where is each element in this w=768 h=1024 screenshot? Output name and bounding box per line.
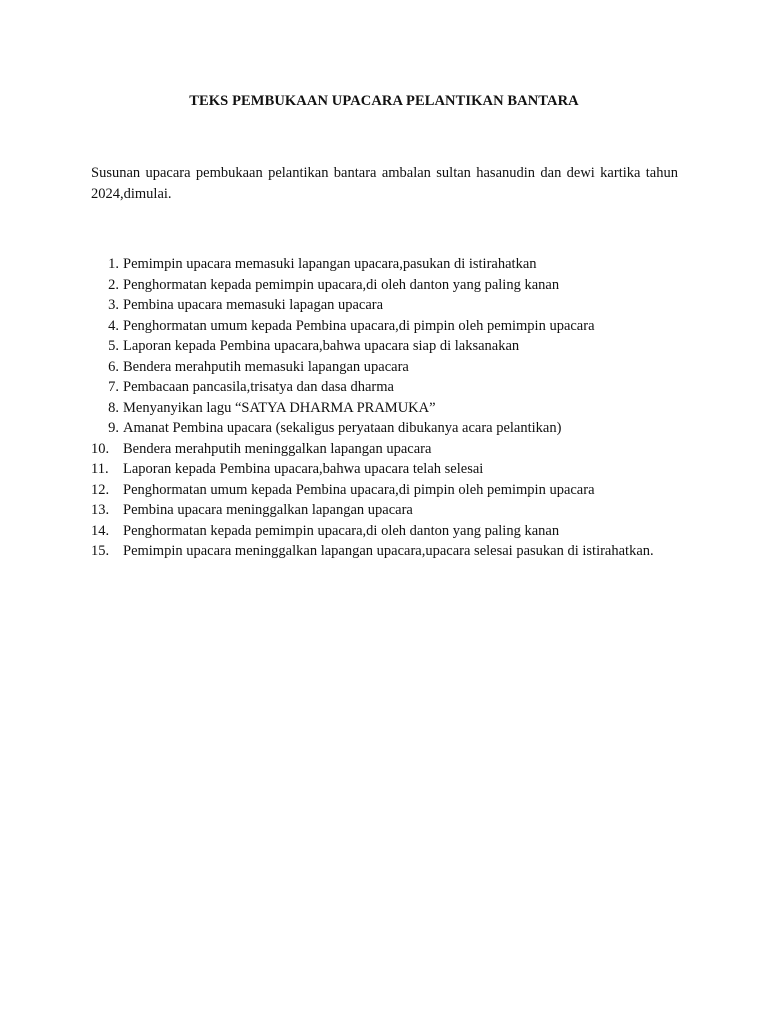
list-item-text: Penghormatan umum kepada Pembina upacara,di pimpin oleh pemimpin upacara	[123, 481, 595, 498]
list-item	[91, 521, 711, 542]
list-item-number: 11.	[91, 461, 109, 477]
document-title: TEKS PEMBUKAAN UPACARA PELANTIKAN BANTARA	[189, 93, 579, 109]
procedure-list	[91, 254, 711, 562]
list-item-text: Pemimpin upacara meninggalkan lapangan upacara,upacara selesai pasukan di istirahatkan.	[123, 543, 654, 559]
list-item-text: Penghormatan umum kepada Pembina upacara,di pimpin oleh pemimpin upacara	[123, 317, 595, 334]
list-item	[91, 336, 711, 357]
list-item-number: 12.	[91, 481, 110, 498]
list-item-number: 10.	[91, 440, 110, 457]
list-item-text: Pembacaan pancasila,trisatya dan dasa dharma	[123, 379, 394, 395]
list-item	[91, 377, 711, 398]
list-item-number: 15.	[91, 543, 110, 559]
list-item-number: 8.	[108, 399, 119, 416]
list-item-number: 6.	[108, 358, 119, 375]
list-item	[91, 254, 711, 275]
list-item	[91, 480, 711, 501]
list-item-text: Penghormatan kepada pemimpin upacara,di oleh danton yang paling kanan	[123, 522, 560, 539]
intro-paragraph: Susunan upacara pembukaan pelantikan bantara ambalan sultan hasanudin dan dewi kartika tahun 2024,dimulai.	[91, 165, 678, 202]
list-item	[91, 275, 711, 296]
list-item	[91, 418, 711, 439]
list-item-number: 5.	[108, 338, 119, 354]
list-item-number: 7.	[108, 379, 119, 395]
list-item-number: 9.	[108, 420, 119, 436]
list-item	[91, 295, 711, 316]
list-item-number: 14.	[91, 522, 110, 539]
list-item-text: Pemimpin upacara memasuki lapangan upacara,pasukan di istirahatkan	[123, 256, 537, 272]
list-item-text: Penghormatan kepada pemimpin upacara,di oleh danton yang paling kanan	[123, 276, 560, 293]
list-item	[91, 541, 711, 562]
list-item-text: Amanat Pembina upacara (sekaligus peryataan dibukanya acara pelantikan)	[123, 420, 562, 436]
list-item-text: Bendera merahputih meninggalkan lapangan upacara	[123, 440, 432, 457]
list-item-number: 3.	[108, 297, 119, 313]
list-item	[91, 500, 711, 521]
list-item-text: Menyanyikan lagu “SATYA DHARMA PRAMUKA”	[123, 399, 436, 416]
list-item	[91, 398, 711, 419]
list-item-number: 2.	[108, 276, 119, 293]
list-item-text: Bendera merahputih memasuki lapangan upacara	[123, 358, 409, 375]
list-item-number: 4.	[108, 317, 119, 334]
list-item-text: Pembina upacara memasuki lapagan upacara	[123, 297, 384, 313]
list-item-text: Laporan kepada Pembina upacara,bahwa upacara telah selesai	[123, 461, 484, 477]
list-item-text: Laporan kepada Pembina upacara,bahwa upacara siap di laksanakan	[123, 338, 520, 354]
list-item-number: 1.	[108, 256, 119, 272]
list-item	[91, 316, 711, 337]
list-item	[91, 459, 711, 480]
list-item-text: Pembina upacara meninggalkan lapangan upacara	[123, 502, 413, 518]
list-item-number: 13.	[91, 502, 110, 518]
list-item	[91, 439, 711, 460]
list-item	[91, 357, 711, 378]
